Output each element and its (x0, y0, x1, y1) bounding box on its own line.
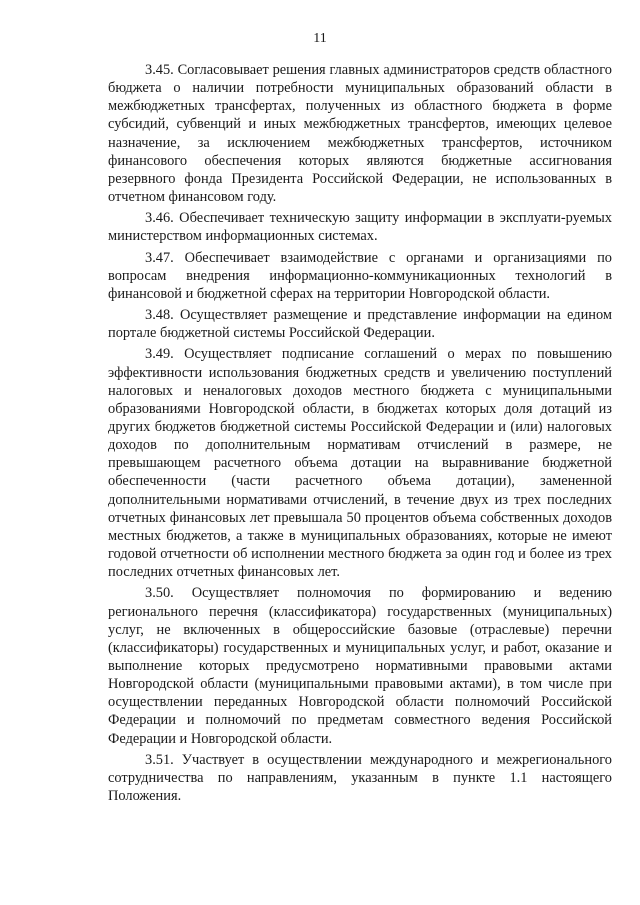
paragraph-3-50: 3.50. Осуществляет полномочия по формированию и ведению регионального перечня (классификатора) государственных (муниципальных) услуг, не включенных в общероссийские базовые (отраслевые) перечни (классификаторы) государственных и муниципальных услуг, и работ, оказание и выполнение которых предусмотрено нормативными правовыми актами Новгородской области (муниципальными правовыми актами), в том числе при осуществлении переданных Новгородской области полномочий Российской Федерации и полномочий по предметам совместного ведения Российской Федерации и Новгородской области. (108, 585, 612, 747)
page-number: 11 (313, 31, 327, 46)
paragraph-3-49: 3.49. Осуществляет подписание соглашений о мерах по повышению эффективности использования бюджетных средств и увеличению поступлений налоговых и неналоговых доходов местного бюджета с муниципальными образованиями Новгородской области, в бюджетах которых доля дотаций из других бюджетов бюджетной системы Российской Федерации и (или) налоговых доходов по дополнительным нормативам отчислений в размере, не превышающем расчетного объема дотации на выравнивание бюджетной обеспеченности (части расчетного объема дотации), замененной дополнительными нормативами отчислений, в течение двух из трех последних отчетных финансовых лет превышала 50 процентов объема собственных доходов местных бюджетов, а также в муниципальных образованиях, которые не имеют годовой отчетности об исполнении местного бюджета за один год и более из трех последних отчетных финансовых лет. (108, 346, 612, 581)
paragraph-3-51: 3.51. Участвует в осуществлении международного и межрегионального сотрудничества по направлениям, указанным в пункте 1.1 настоящего Положения. (108, 751, 612, 805)
paragraph-3-47: 3.47. Обеспечивает взаимодействие с органами и организациями по вопросам внедрения информационно-коммуникационных технологий в финансовой и бюджетной сферах на территории Новгородской области. (108, 249, 612, 302)
document-body (108, 61, 612, 808)
paragraph-3-48: 3.48. Осуществляет размещение и представление информации на едином портале бюджетной системы Российской Федерации. (108, 307, 612, 342)
paragraph-3-46: 3.46. Обеспечивает техническую защиту информации в эксплуати-руемых министерством информационных системах. (108, 210, 612, 245)
paragraph-3-45: 3.45. Согласовывает решения главных администраторов средств областного бюджета о наличии потребности муниципальных образований области в межбюджетных трансфертах, полученных из областного бюджета в форме субсидий, субвенций и иных межбюджетных трансфертов, имеющих целевое назначение, за исключением межбюджетных трансфертов, источником финансового обеспечения которых являются бюджетные ассигнования резервного фонда Президента Российской Федерации, не использованных в отчетном финансовом году. (108, 62, 612, 206)
